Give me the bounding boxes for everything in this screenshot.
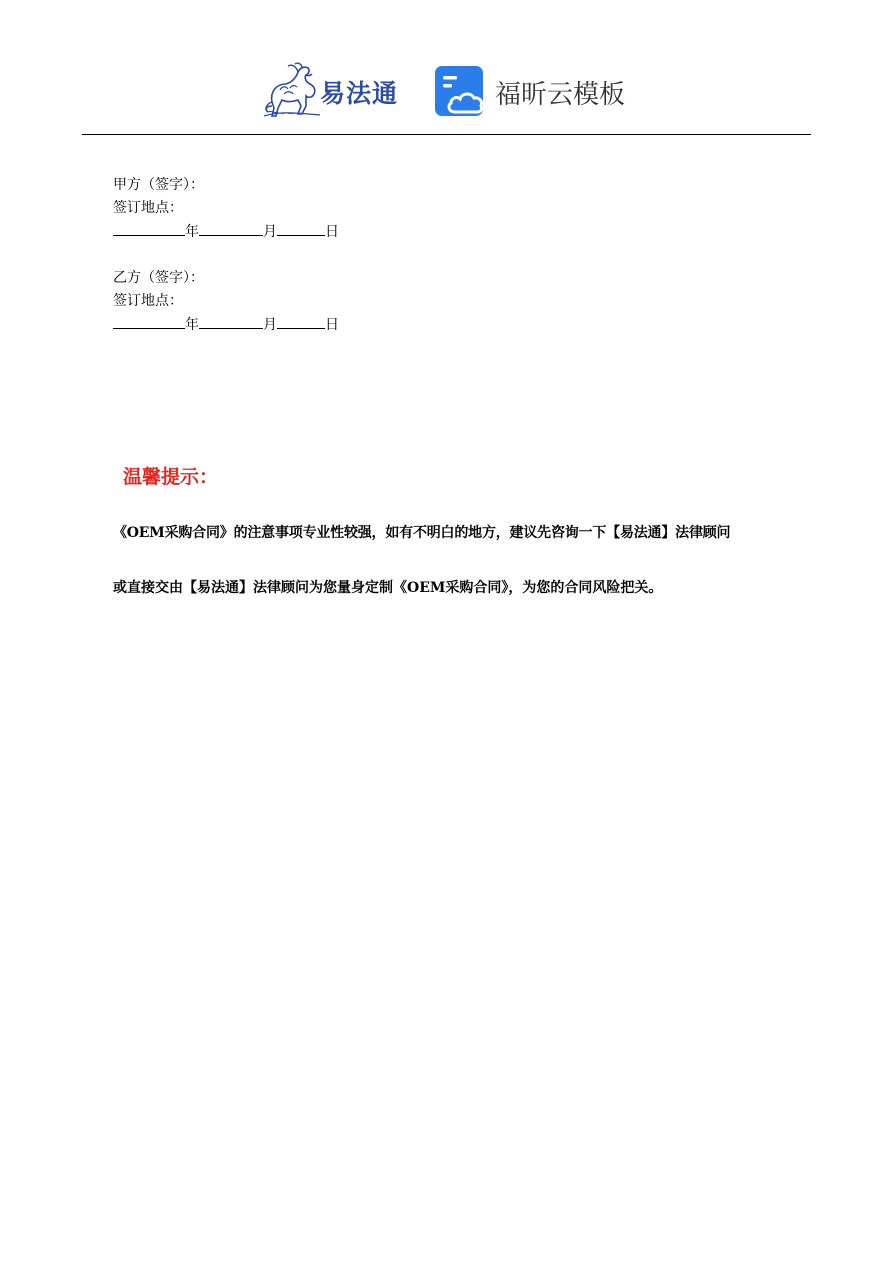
year-blank [113, 220, 185, 236]
month-label: 月 [263, 317, 277, 333]
party-b-sign-label: 乙方（签字）： [113, 270, 204, 286]
page-header [0, 0, 893, 136]
party-a-sign-label: 甲方（签字）： [113, 177, 204, 193]
fuxin-brand-text: 福昕云模板 [495, 80, 626, 110]
day-blank [277, 220, 325, 236]
tip-line-2: 或直接交由【易法通】法律顾问为您量身定制《OEM采购合同》，为您的合同风险把关。 [113, 580, 663, 596]
year-blank [113, 313, 185, 329]
fuxin-logo [435, 66, 645, 118]
year-label: 年 [185, 317, 199, 333]
party-a-date-line [113, 220, 339, 244]
tip-title: 温馨提示： [123, 466, 219, 488]
header-divider [82, 134, 811, 135]
month-label: 月 [263, 224, 277, 240]
party-a-place-label: 签订地点： [113, 200, 183, 216]
party-b-place-label: 签订地点： [113, 293, 183, 309]
day-label: 日 [325, 224, 339, 240]
qilin-logo-icon [262, 62, 322, 118]
day-label: 日 [325, 317, 339, 333]
yifatong-logo [262, 62, 414, 118]
cloud-document-icon [435, 66, 487, 118]
month-blank [199, 220, 263, 236]
day-blank [277, 313, 325, 329]
party-b-date-line [113, 313, 339, 337]
party-b-signature-block [113, 267, 339, 337]
party-a-signature-block [113, 174, 339, 244]
yifatong-brand-text: 易法通 [320, 79, 399, 108]
tip-line-1: 《OEM采购合同》的注意事项专业性较强，如有不明白的地方，建议先咨询一下【易法通】法律顾问 [113, 525, 731, 541]
year-label: 年 [185, 224, 199, 240]
month-blank [199, 313, 263, 329]
